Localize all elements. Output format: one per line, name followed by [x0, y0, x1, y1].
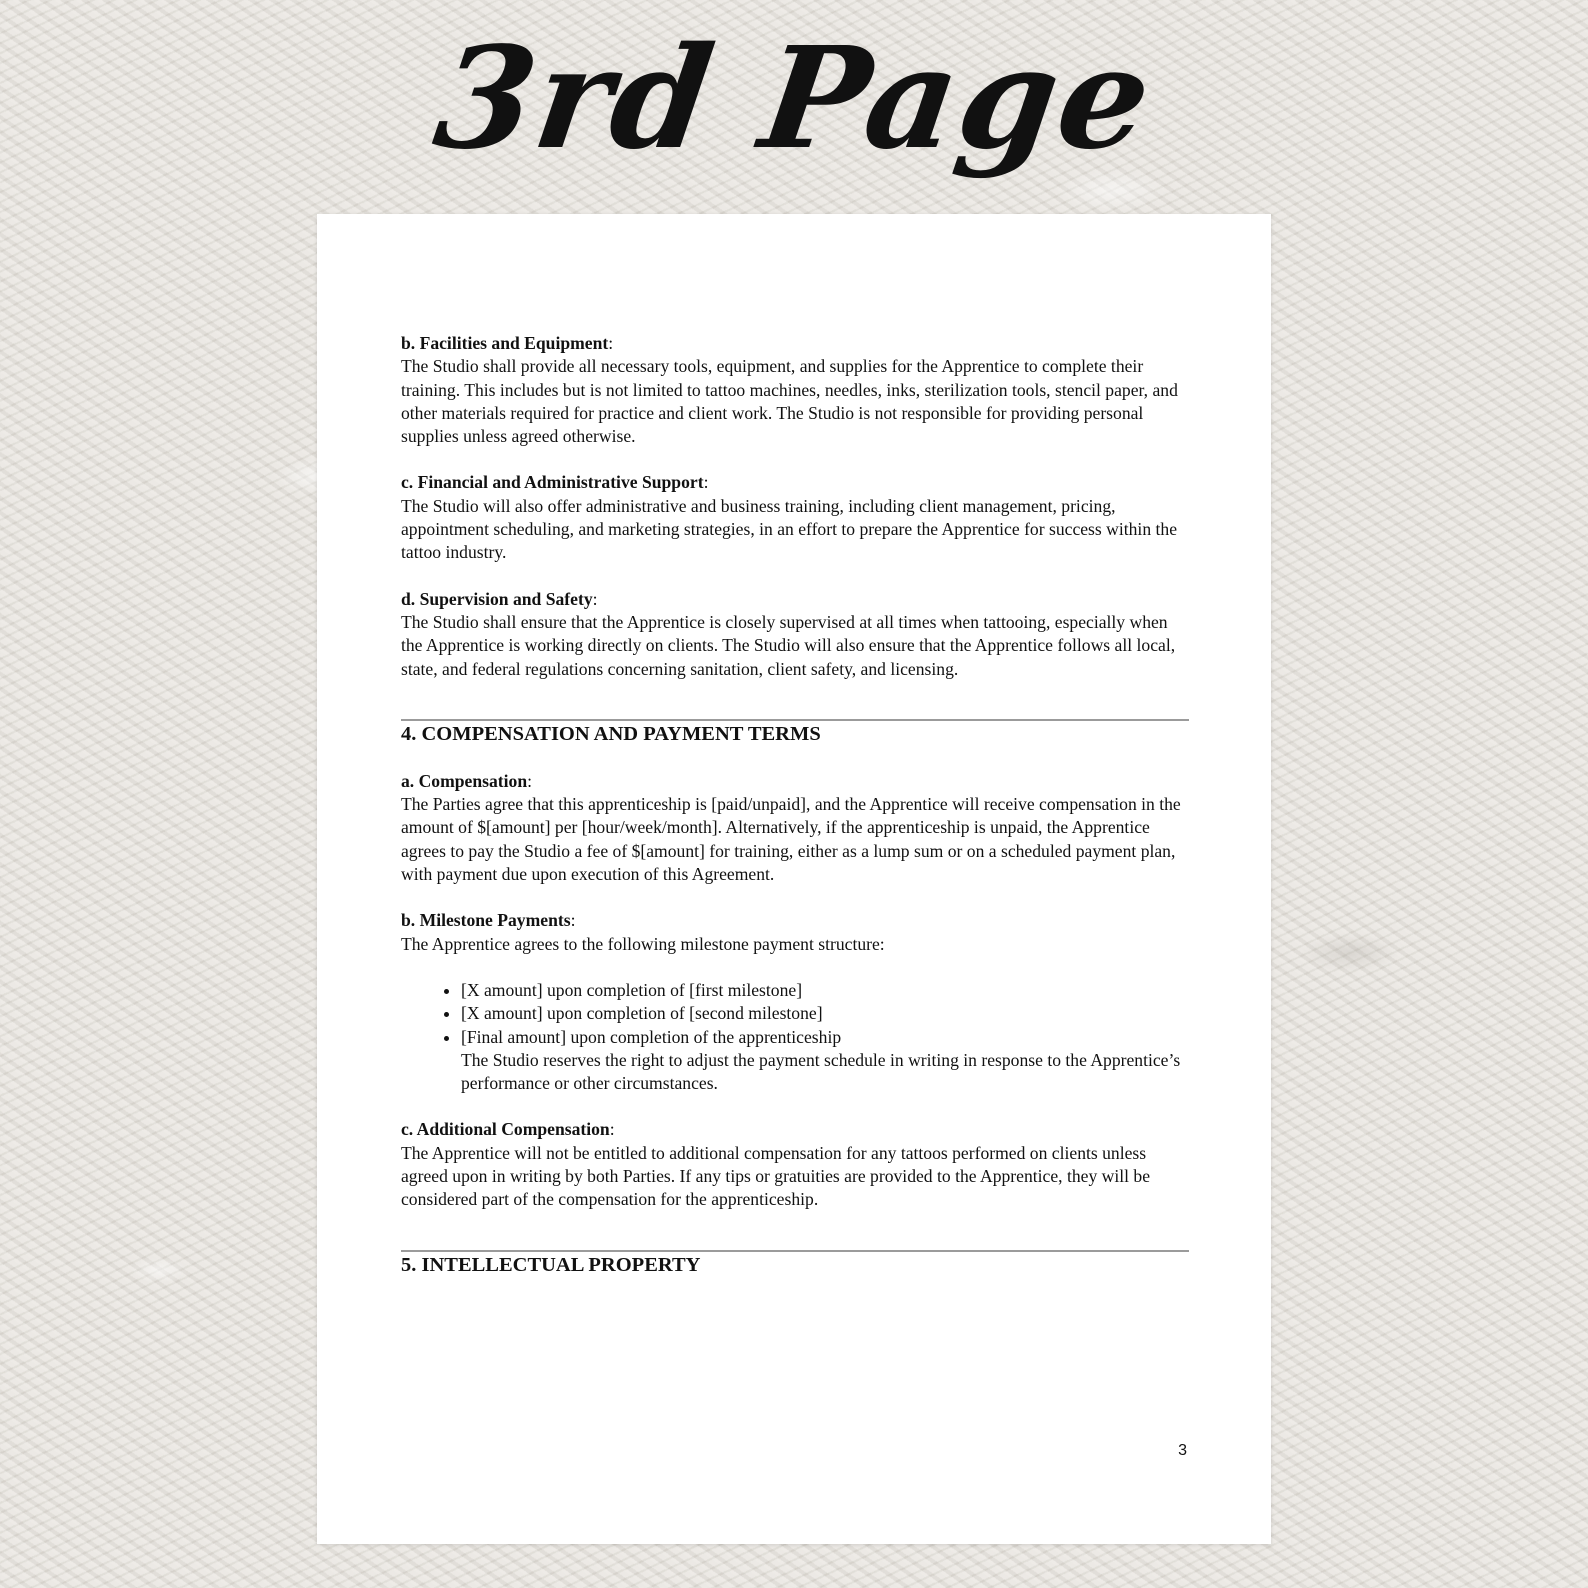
- section-body: The Studio shall provide all necessary tools, equipment, and supplies for the Apprentice to complete their training. This includes but is not limited to tattoo machines, needles, inks, sterilization tools, stencil paper, and other materials required for practice and client work. The Studio is not responsible for providing personal supplies unless agreed otherwise.: [401, 356, 1178, 447]
- section-title: c. Financial and Administrative Support: [401, 472, 704, 493]
- section-title: d. Supervision and Safety: [401, 588, 593, 609]
- section-title: b. Milestone Payments: [401, 910, 571, 931]
- heading-compensation: 4. COMPENSATION AND PAYMENT TERMS: [401, 722, 821, 745]
- colon: :: [527, 770, 532, 791]
- section-body: The Studio will also offer administrative and business training, including client management, pricing, appointment scheduling, and marketing strategies, in an effort to prepare the Apprentice for success within the tattoo industry.: [401, 495, 1178, 563]
- section-title: a. Compensation: [401, 770, 528, 791]
- heading-intellectual-property: 5. INTELLECTUAL PROPERTY: [401, 1253, 701, 1276]
- page-banner-title: 3rd Page: [425, 17, 1163, 181]
- document-page: [317, 214, 1271, 1544]
- colon: :: [609, 1119, 615, 1140]
- list-item: • [X amount] upon completion of [first milestone]: [461, 979, 1191, 1002]
- colon: :: [608, 333, 614, 353]
- section-facilities: [401, 332, 1191, 448]
- section-title: c. Additional Compensation: [401, 1119, 610, 1140]
- section-compensation: [401, 770, 1191, 886]
- section-title: b. Facilities and Equipment: [401, 333, 609, 353]
- list-item: • [X amount] upon completion of [second milestone]: [461, 1002, 1191, 1025]
- page-number: 3: [1178, 1442, 1187, 1459]
- colon: :: [592, 588, 598, 609]
- section-body: The Apprentice will not be entitled to additional compensation for any tattoos performed on clients unless agreed upon in writing by both Parties. If any tips or gratuities are provided to the Apprentice, they will be considered part of the compensation for the apprenticeship.: [401, 1142, 1151, 1210]
- section-financial: [401, 471, 1191, 564]
- section-body: The Parties agree that this apprenticeship is [paid/unpaid], and the Apprentice will receive compensation in the amount of $[amount] per [hour/week/month]. Alternatively, if the apprenticeship is unpaid, the Apprentice agrees to pay the Studio a fee of $[amount] for training, either as a lump sum or on a scheduled payment plan, with payment due upon execution of this Agreement.: [401, 794, 1181, 885]
- list-item: • [Final amount] upon completion of the apprenticeship: [461, 1026, 1191, 1049]
- section-body: The Apprentice agrees to the following milestone payment structure:: [401, 933, 885, 954]
- section-milestone: [401, 909, 1191, 1095]
- colon: :: [703, 472, 709, 493]
- section-body: The Studio shall ensure that the Apprentice is closely supervised at all times when tattooing, especially when the Apprentice is working directly on clients. The Studio will also ensure that the Apprentice follows all local, state, and federal regulations concerning sanitation, client safety, and licensing.: [401, 611, 1176, 679]
- colon: :: [570, 910, 576, 931]
- milestone-note: The Studio reserves the right to adjust the payment schedule in writing in response to the Apprentice’s performance or other circumstances.: [461, 1049, 1181, 1094]
- milestone-list: [401, 979, 1191, 1049]
- document-content: [401, 332, 1191, 1278]
- section-additional: [401, 1118, 1191, 1211]
- section-supervision: [401, 588, 1191, 681]
